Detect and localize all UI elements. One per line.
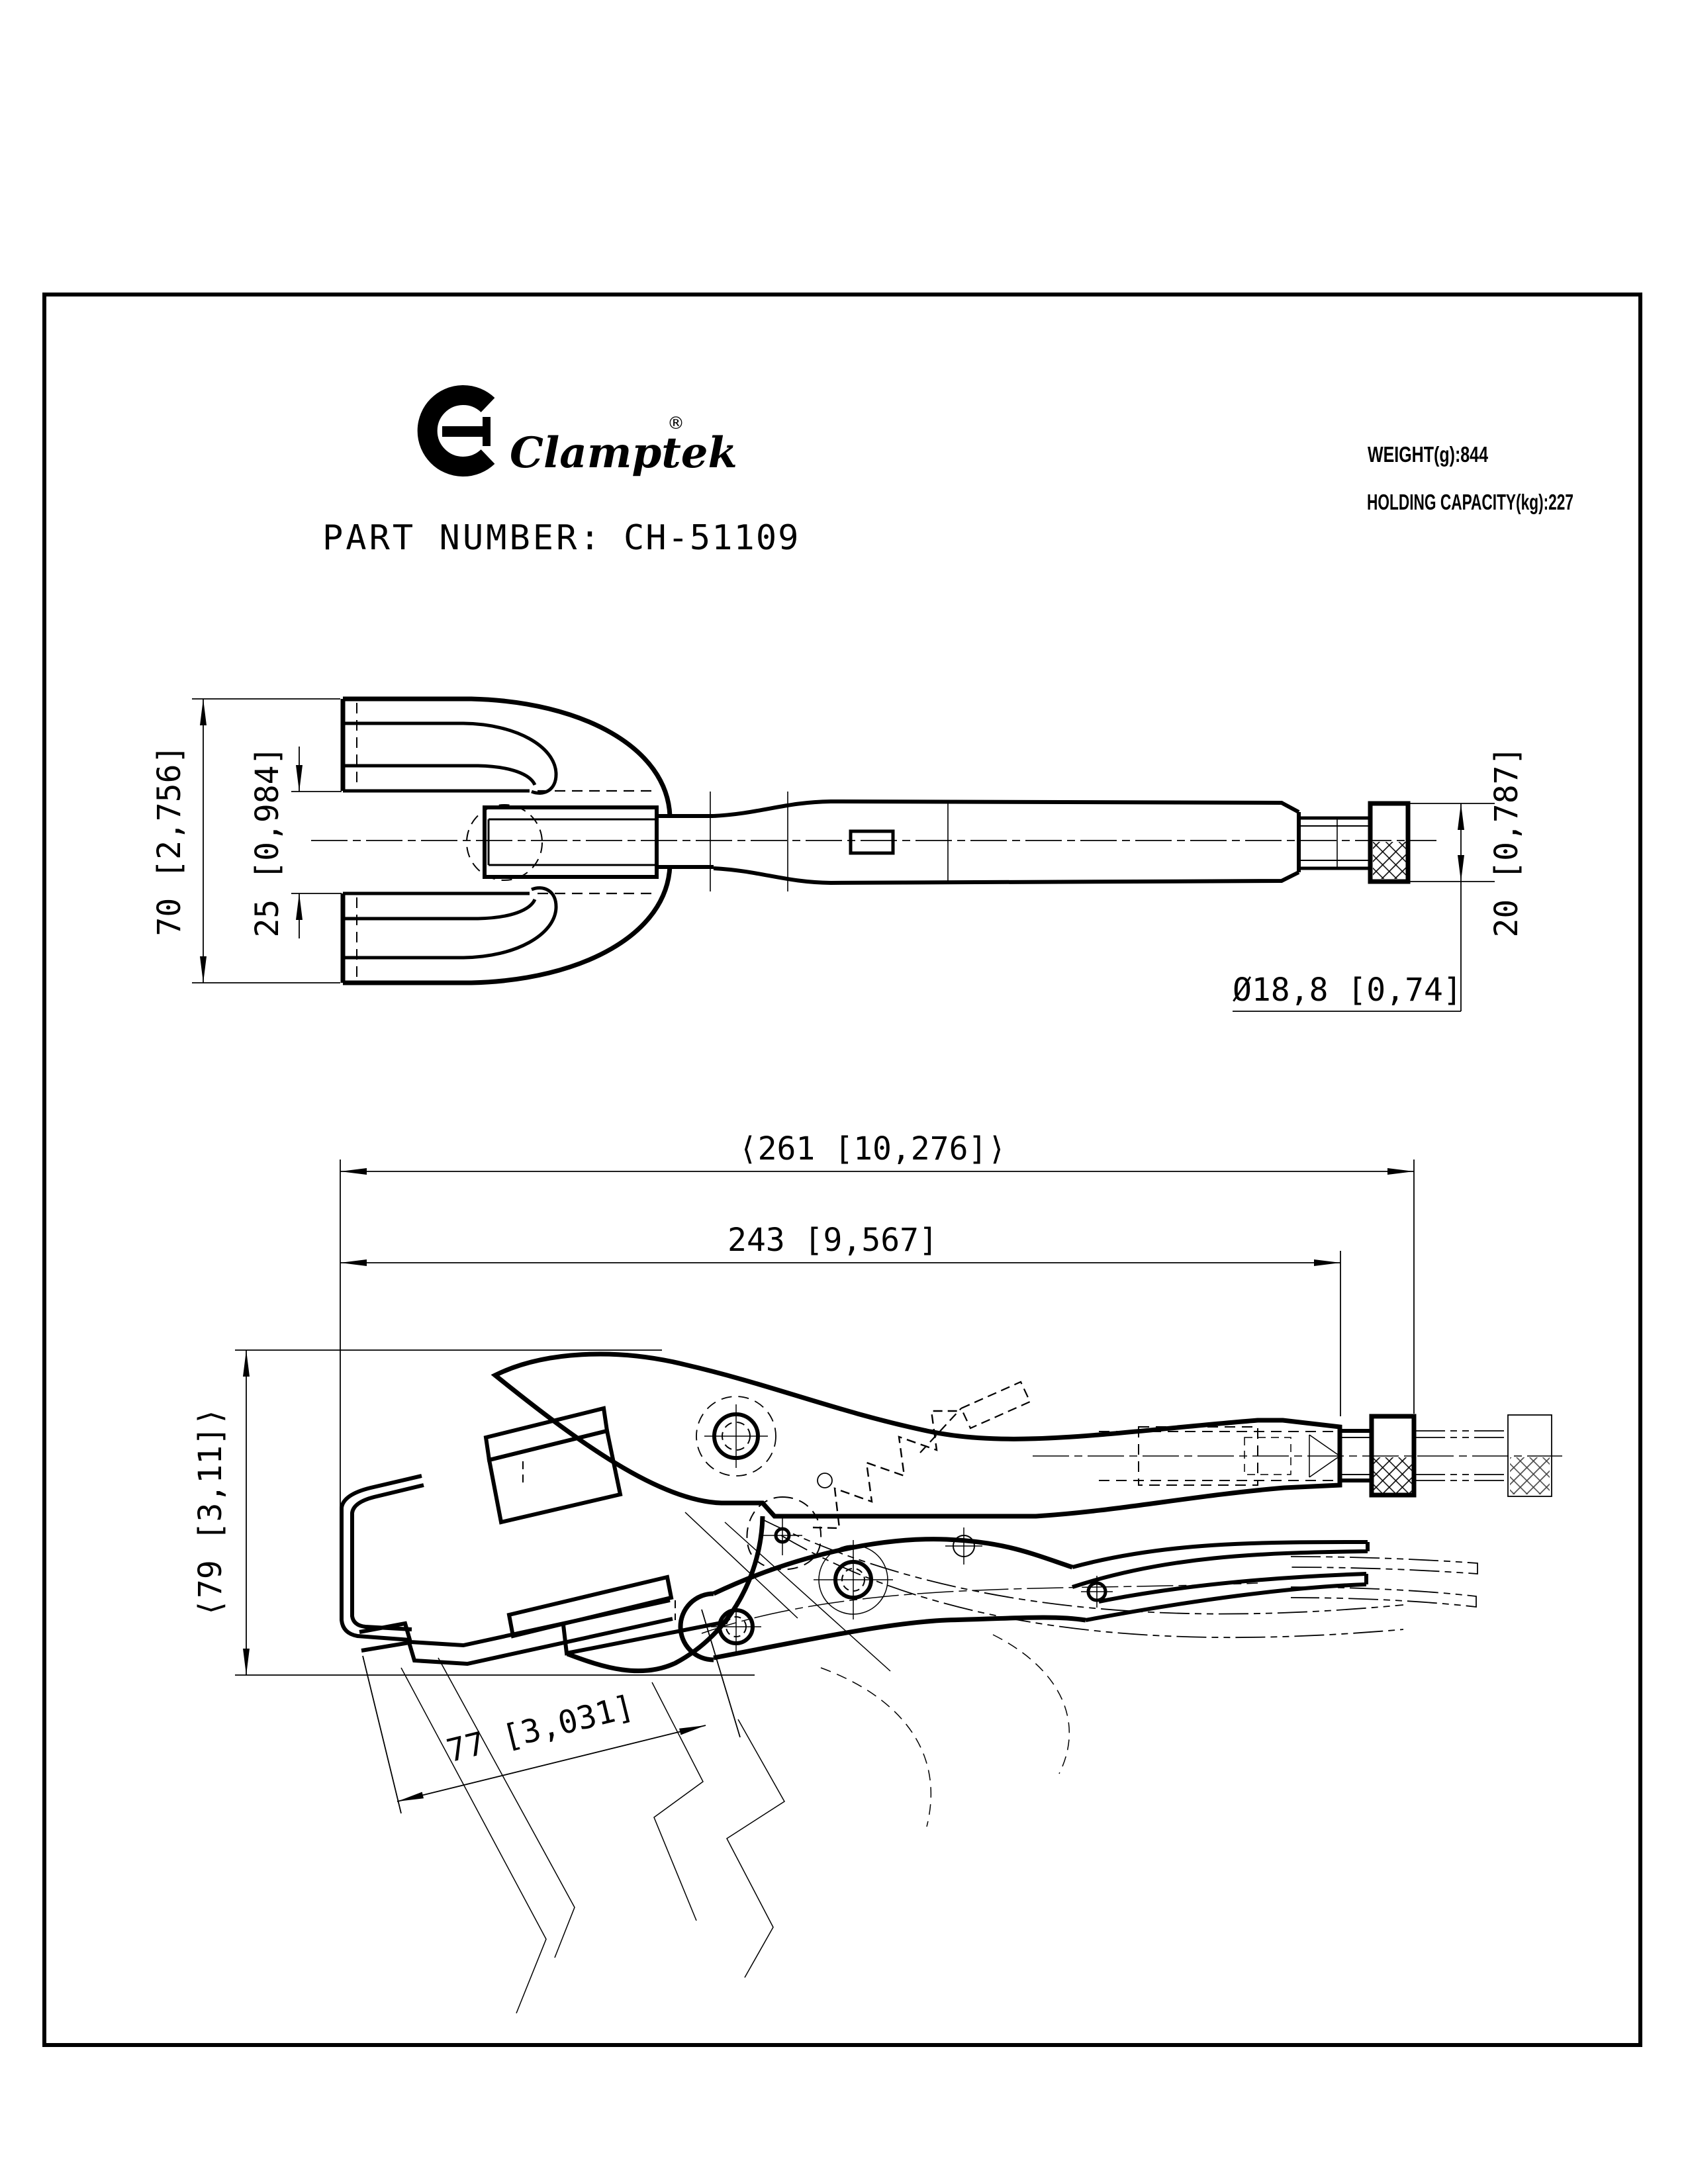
dim-overall-height <box>192 1350 755 1675</box>
adjust-screw-top <box>1299 803 1408 882</box>
spring <box>813 1411 959 1528</box>
dim-knob-diameter-text: Ø18,8 [0,74] <box>1233 972 1462 1009</box>
knurl-hatch-side <box>1374 1457 1412 1494</box>
knurl-hatch <box>1373 842 1406 879</box>
dim-jaw-length-text: 77 [3,031] <box>443 1688 638 1770</box>
dim-knob-height-text: 20 [0,787] <box>1488 746 1525 938</box>
handle-top <box>657 792 1299 891</box>
brand-name: Clamptek <box>510 428 737 478</box>
dim-overall-height-text: ⟨79 [3,11]⟩ <box>192 1407 229 1617</box>
release-lever-phantom <box>761 1519 1477 1637</box>
release-slot <box>851 831 893 853</box>
dim-overall-length-text: ⟨261 [10,276]⟩ <box>738 1130 1007 1167</box>
dim-body-length-text: 243 [9,567] <box>727 1222 938 1259</box>
part-number-label: PART NUMBER: <box>322 518 603 558</box>
lower-jaw-plate <box>509 1577 722 1653</box>
title-block <box>322 395 1573 558</box>
holding-capacity-spec: HOLDING CAPACITY(kg):227 <box>1367 490 1573 514</box>
jaw-u-rod <box>342 1476 673 1664</box>
clamptek-logo-icon <box>428 395 490 467</box>
weight-spec: WEIGHT(g):844 <box>1368 442 1489 467</box>
side-view <box>192 1130 1562 2013</box>
rivet-hole-upper <box>696 1396 776 1476</box>
phantom-knob-hatch <box>1510 1457 1550 1494</box>
part-number-value: CH-51109 <box>624 518 800 558</box>
sheet-border <box>44 295 1640 2045</box>
upper-jaw-plate <box>486 1408 620 1522</box>
rivet-hole-lower <box>711 1602 761 1652</box>
shaft <box>467 805 657 880</box>
dim-knob-height <box>1410 747 1525 938</box>
registered-mark: ® <box>667 414 684 433</box>
dim-knob-diameter <box>1233 882 1462 1011</box>
dim-overall-length <box>340 1130 1414 1510</box>
trigger-outline <box>401 1635 1069 2013</box>
dim-jaw-gap-text: 25 [0,984] <box>249 746 286 938</box>
boss-hidden-circle <box>467 805 542 880</box>
dim-overall-width-text: 70 [2,756] <box>151 745 188 936</box>
adjust-screw-side <box>1033 1416 1562 1495</box>
dim-body-length <box>340 1222 1340 1416</box>
dim-jaw-gap <box>249 747 342 938</box>
top-view <box>151 699 1525 1011</box>
spring-anchor <box>920 1382 1030 1453</box>
